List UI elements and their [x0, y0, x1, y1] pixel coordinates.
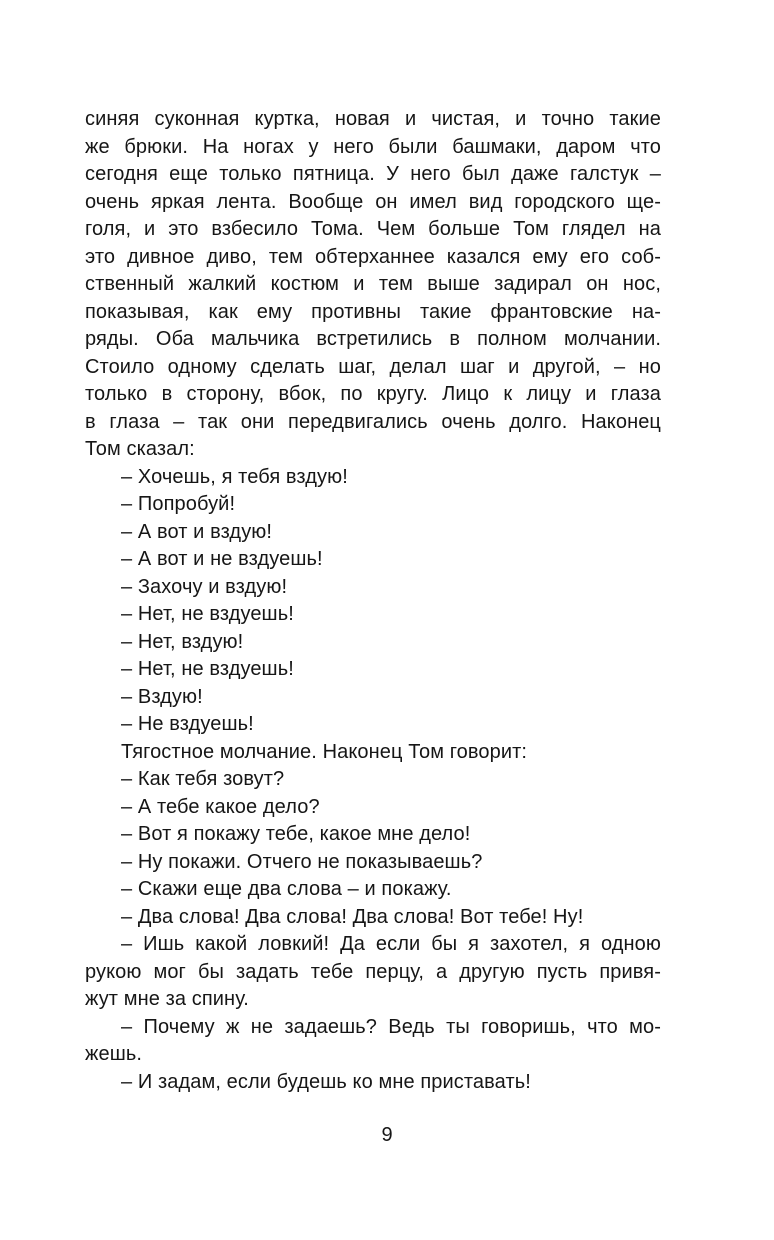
paragraph: [85, 766, 661, 794]
text-line: Тягостное молчание. Наконец Том говорит:: [121, 740, 528, 763]
text-line: же брюки. На ногах у него были башмаки, даром что: [85, 135, 661, 158]
text-line: – Нет, не вздуешь!: [121, 603, 294, 625]
paragraph: [85, 794, 661, 822]
paragraph: [85, 1069, 661, 1097]
text-line: – Как тебя зовут?: [121, 768, 285, 790]
paragraph: [85, 876, 661, 904]
text-line: голя, и это взбесило Тома. Чем больше Том глядел на: [85, 218, 661, 240]
text-line: – А тебе какое дело?: [121, 795, 320, 818]
text-line: рукою мог бы задать тебе перцу, а другую пусть привя-: [85, 960, 661, 983]
text-line: – Попробуй!: [121, 493, 236, 515]
text-line: – Не вздуешь!: [121, 713, 254, 735]
text-line: – Вот я покажу тебе, какое мне дело!: [121, 823, 471, 845]
paragraph: [85, 491, 661, 519]
text-line: очень яркая лента. Вообще он имел вид городского ще-: [85, 190, 661, 213]
text-line: – Хочешь, я тебя вздую!: [121, 465, 348, 488]
text-line: – И задам, если будешь ко мне приставать!: [121, 1070, 531, 1093]
text-line: жут мне за спину.: [85, 988, 249, 1010]
text-line: – Скажи еще два слова – и покажу.: [121, 878, 452, 900]
paragraph: [85, 739, 661, 767]
paragraph: [85, 1014, 661, 1069]
paragraph: [85, 849, 661, 877]
paragraph: [85, 629, 661, 657]
text-line: только в сторону, вбок, по кругу. Лицо к лицу и глаза: [85, 383, 661, 405]
paragraph: [85, 656, 661, 684]
text-line: – А вот и вздую!: [121, 520, 273, 543]
text-line: жешь.: [85, 1043, 143, 1065]
text-line: ственный жалкий костюм и тем выше задирал он нос,: [85, 273, 661, 295]
paragraph: [85, 574, 661, 602]
text-line: Том сказал:: [85, 438, 195, 460]
paragraph: [85, 106, 661, 464]
paragraph: [85, 931, 661, 1014]
text-line: в глаза – так они передвигались очень долго. Наконец: [85, 410, 661, 433]
text-line: Стоило одному сделать шаг, делал шаг и другой, – но: [85, 355, 661, 378]
text-line: синяя суконная куртка, новая и чистая, и точно такие: [85, 108, 661, 130]
paragraph: [85, 711, 661, 739]
text-line: сегодня еще только пятница. У него был даже галстук –: [85, 163, 661, 185]
text-line: ряды. Оба мальчика встретились в полном молчании.: [85, 328, 661, 350]
paragraph: [85, 464, 661, 492]
text-line: – Ну покажи. Отчего не показываешь?: [121, 850, 483, 873]
text-line: – Почему ж не задаешь? Ведь ты говоришь, что мо-: [121, 1015, 661, 1038]
text-line: – Ишь какой ловкий! Да если бы я захотел, я одною: [121, 933, 661, 955]
text-line: – Захочу и вздую!: [121, 575, 288, 598]
text-line: – А вот и не вздуешь!: [121, 548, 323, 570]
text-line: – Нет, вздую!: [121, 630, 244, 653]
text-line: показывая, как ему противны такие франтовские на-: [85, 300, 661, 323]
paragraph: [85, 904, 661, 932]
text-block: [85, 106, 661, 1096]
text-line: – Нет, не вздуешь!: [121, 658, 294, 680]
paragraph: [85, 684, 661, 712]
paragraph: [85, 546, 661, 574]
text-line: – Вздую!: [121, 685, 203, 708]
paragraph: [85, 601, 661, 629]
text-line: это дивное диво, тем обтерханнее казался ему его соб-: [85, 245, 661, 268]
paragraph: [85, 519, 661, 547]
paragraph: [85, 821, 661, 849]
page-number: 9: [381, 1124, 393, 1146]
text-line: – Два слова! Два слова! Два слова! Вот тебе! Ну!: [121, 905, 584, 928]
